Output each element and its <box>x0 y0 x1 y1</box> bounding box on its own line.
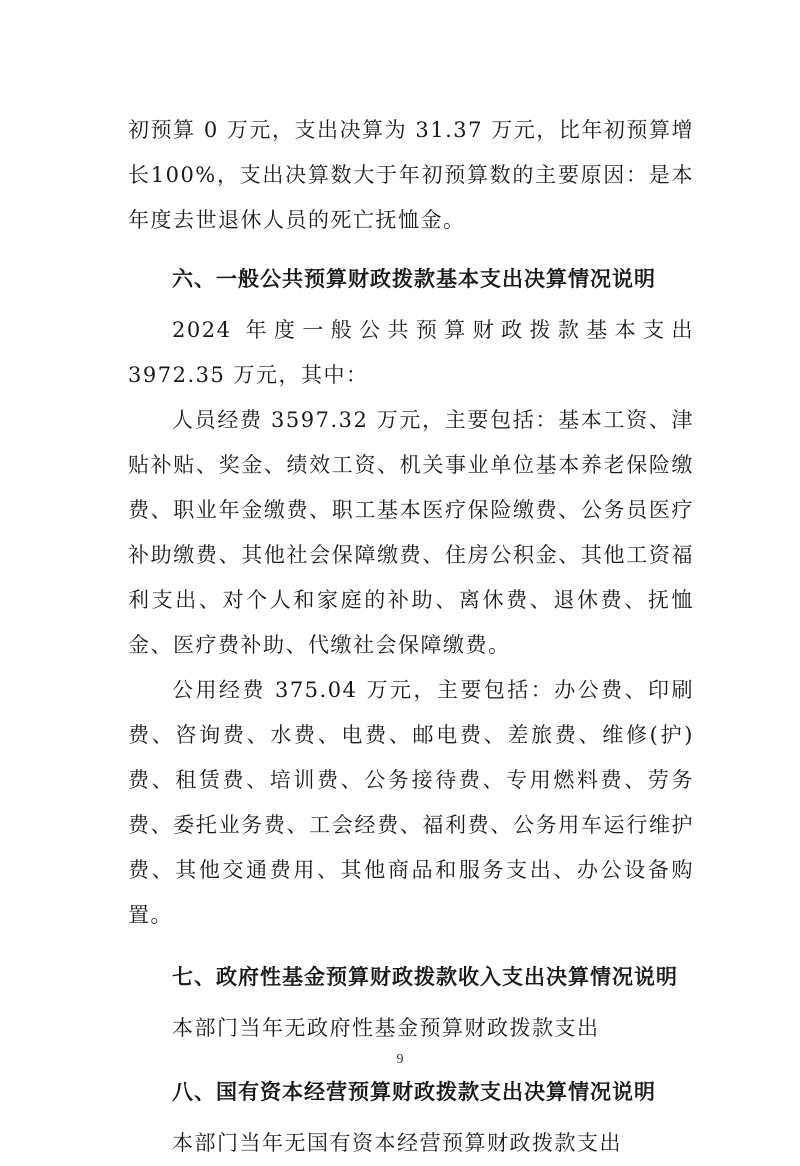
public-expenses-paragraph: 公用经费 375.04 万元，主要包括：办公费、印刷费、咨询费、水费、电费、邮电费、差旅费、维修(护)费、租赁费、培训费、公务接待费、专用燃料费、劳务费、委托业务费、工会经费、福利费、公务用车运行维护费、其他交通费用、其他商品和服务支出、办公设备购置。 <box>128 678 694 927</box>
section-8-body: 本部门当年无国有资本经营预算财政拨款支出 <box>172 1131 622 1155</box>
document-page <box>128 108 694 1166</box>
page-number: 9 <box>396 1052 404 1067</box>
personnel-expenses-paragraph: 人员经费 3597.32 万元，主要包括：基本工资、津贴补贴、奖金、绩效工资、机关事业单位基本养老保险缴费、职业年金缴费、职工基本医疗保险缴费、公务员医疗补助缴费、其他社会保障缴费、住房公积金、其他工资福利支出、对个人和家庭的补助、离休费、退休费、抚恤金、医疗费补助、代缴社会保障缴费。 <box>128 408 694 657</box>
carryover-paragraph: 初预算 0 万元，支出决算为 31.37 万元，比年初预算增长100%，支出决算数大于年初预算数的主要原因：是本年度去世退休人员的死亡抚恤金。 <box>128 118 694 232</box>
section-6-heading: 六、一般公共预算财政拨款基本支出决算情况说明 <box>172 267 656 291</box>
section-7-body: 本部门当年无政府性基金预算财政拨款支出 <box>172 1016 600 1040</box>
section-8-heading: 八、国有资本经营预算财政拨款支出决算情况说明 <box>172 1080 656 1104</box>
section-6-intro: 2024 年度一般公共预算财政拨款基本支出 3972.35 万元，其中： <box>128 318 694 387</box>
section-7-heading: 七、政府性基金预算财政拨款收入支出决算情况说明 <box>172 965 678 989</box>
